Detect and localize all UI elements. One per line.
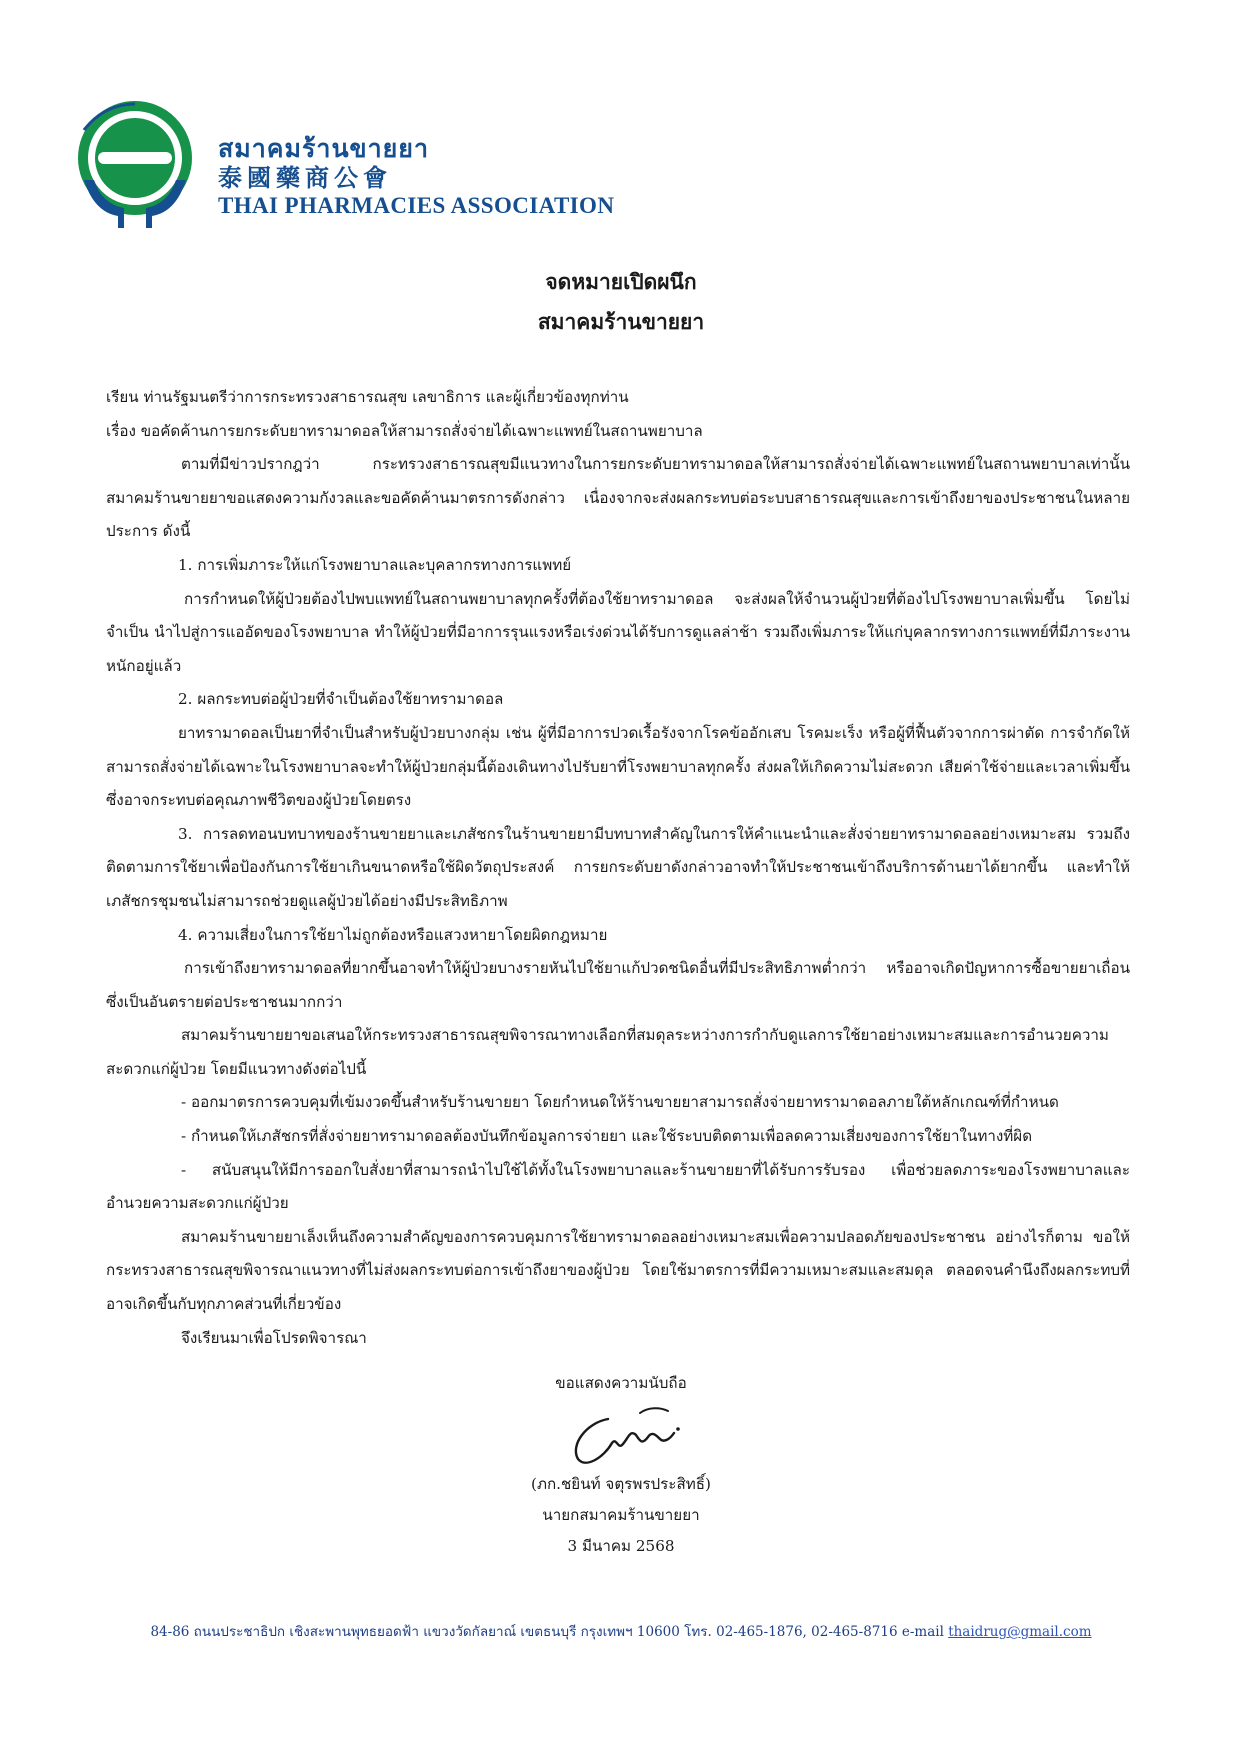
letterhead <box>74 100 714 230</box>
point-4-heading: 4. ความเสี่ยงในการใช้ยาไม่ถูกต้องหรือแสวงหายาโดยผิดกฎหมาย <box>178 925 608 944</box>
point-1-text: การกำหนดให้ผู้ป่วยต้องไปพบแพทย์ในสถานพยาบาลทุกครั้งที่ต้องใช้ยาทรามาดอล จะส่งผลให้จำนวนผู้ป่วยที่ต้องไปโรงพยาบาลเพิ่มขึ้น โดยไม่จำเป็น นำไปสู่การแออัดของโรงพยาบาล ทำให้ผู้ป่วยที่มีอาการรุนแรงหรือเร่งด่วนได้รับการดูแลล่าช้า รวมถึงเพิ่มภาระให้แก่บุคลากรทางการแพทย์ที่มีภาระงานหนักอยู่แล้ว <box>106 589 1130 675</box>
point-4-text: การเข้าถึงยาทรามาดอลที่ยากขึ้นอาจทำให้ผู้ป่วยบางรายหันไปใช้ยาแก้ปวดชนิดอื่นที่มีประสิทธิภาพต่ำกว่า หรืออาจเกิดปัญหาการซื้อขายยาเถื่อน ซึ่งเป็นอันตรายต่อประชาชนมากกว่า <box>106 959 1130 1011</box>
proposal-item: - ออกมาตรการควบคุมที่เข้มงวดขึ้นสำหรับร้านขายยา โดยกำหนดให้ร้านขายยาสามารถสั่งจ่ายยาทรามาดอลภายใต้หลักเกณฑ์ที่กำหนด <box>181 1093 1059 1112</box>
letter-title: จดหมายเปิดผนึก <box>545 270 697 294</box>
footer-email-link[interactable]: thaidrug@gmail.com <box>948 1624 1092 1640</box>
letter-date: 3 มีนาคม 2568 <box>567 1537 675 1555</box>
proposal-item: - สนับสนุนให้มีการออกใบสั่งยาที่สามารถนำไปใช้ได้ทั้งในโรงพยาบาลและร้านขายยาที่ได้รับการรับรอง เพื่อช่วยลดภาระของโรงพยาบาลและอำนวยความสะดวกแก่ผู้ป่วย <box>106 1160 1130 1213</box>
org-name-english: THAI PHARMACIES ASSOCIATION <box>218 193 615 218</box>
letter-subtitle: สมาคมร้านขายยา <box>537 310 705 334</box>
footer <box>0 1620 1242 1642</box>
org-name-thai: สมาคมร้านขายยา <box>218 134 429 163</box>
conclusion-paragraph: สมาคมร้านขายยาเล็งเห็นถึงความสำคัญของการควบคุมการใช้ยาทรามาดอลอย่างเหมาะสมเพื่อความปลอดภัยของประชาชน อย่างไรก็ตาม ขอให้กระทรวงสาธารณสุขพิจารณาแนวทางที่ไม่ส่งผลกระทบต่อการเข้าถึงยาของผู้ป่วย โดยใช้มาตรการที่มีความเหมาะสมและสมดุล ตลอดจนคำนึงถึงผลกระทบที่อาจเกิดขึ้นกับทุกภาคส่วนที่เกี่ยวข้อง <box>106 1227 1130 1314</box>
handwritten-signature-icon <box>556 1399 686 1469</box>
letter-titles <box>0 262 1242 342</box>
subject: เรื่อง ขอคัดค้านการยกระดับยาทรามาดอลให้สามารถสั่งจ่ายได้เฉพาะแพทย์ในสถานพยาบาล <box>106 421 703 440</box>
association-logo-icon <box>74 100 196 230</box>
point-1-heading: 1. การเพิ่มภาระให้แก่โรงพยาบาลและบุคลากรทางการแพทย์ <box>178 555 572 574</box>
point-2-text: ยาทรามาดอลเป็นยาที่จำเป็นสำหรับผู้ป่วยบางกลุ่ม เช่น ผู้ที่มีอาการปวดเรื้อรังจากโรคข้ออักเสบ โรคมะเร็ง หรือผู้ที่ฟื้นตัวจากการผ่าตัด การจำกัดให้สามารถสั่งจ่ายได้เฉพาะในโรงพยาบาลจะทำให้ผู้ป่วยกลุ่มนี้ต้องเดินทางไปรับยาที่โรงพยาบาลทุกครั้ง ส่งผลให้เกิดความไม่สะดวก เสียค่าใช้จ่ายและเวลาเพิ่มขึ้น ซึ่งอาจกระทบต่อคุณภาพชีวิตของผู้ป่วยโดยตรง <box>106 723 1130 810</box>
signer-name: (ภก.ชยินท์ จตุรพรประสิทธิ์) <box>531 1475 711 1493</box>
closing-request: จึงเรียนมาเพื่อโปรดพิจารณา <box>181 1328 367 1347</box>
organization-names <box>218 134 614 220</box>
org-name-chinese: 泰國藥商公會 <box>218 164 392 192</box>
proposal-item: - กำหนดให้เภสัชกรที่สั่งจ่ายยาทรามาดอลต้องบันทึกข้อมูลการจ่ายยา และใช้ระบบติดตามเพื่อลดความเสี่ยงของการใช้ยาในทางที่ผิด <box>181 1127 1033 1146</box>
signature-block <box>0 1368 1242 1562</box>
intro-paragraph: ตามที่มีข่าวปรากฎว่า กระทรวงสาธารณสุขมีแนวทางในการยกระดับยาทรามาดอลให้สามารถสั่งจ่ายได้เฉพาะแพทย์ในสถานพยาบาลเท่านั้น สมาคมร้านขายยาขอแสดงความกังวลและขอคัดค้านมาตรการดังกล่าว เนื่องจากจะส่งผลกระทบต่อระบบสาธารณสุขและการเข้าถึงยาของประชาชนในหลายประการ ดังนี้ <box>106 455 1130 541</box>
footer-address: 84-86 ถนนประชาธิปก เชิงสะพานพุทธยอดฟ้า แขวงวัดกัลยาณ์ เขตธนบุรี กรุงเทพฯ 10600 โทร. 02-465-1876, 02-465-8716 e-mail <box>150 1624 944 1640</box>
point-3-heading: 3. การลดทอนบทบาทของร้านขายยาและเภสัชกรในร้านขายยามีบทบาทสำคัญในการให้คำแนะนำและสั่งจ่ายยาทรามาดอลอย่างเหมาะสม รวมถึงติดตามการใช้ยาเพื่อป้องกันการใช้ยาเกินขนาดหรือใช้ผิดวัตถุประสงค์ การยกระดับยาดังกล่าวอาจทำให้ประชาชนเข้าถึงบริการด้านยาได้ยากขึ้น และทำให้เภสัชกรชุมชนไม่สามารถช่วยดูแลผู้ป่วยได้อย่างมีประสิทธิภาพ <box>106 824 1130 910</box>
point-2-heading: 2. ผลกระทบต่อผู้ป่วยที่จำเป็นต้องใช้ยาทรามาดอล <box>178 690 504 709</box>
proposal-intro: สมาคมร้านขายยาขอเสนอให้กระทรวงสาธารณสุขพิจารณาทางเลือกที่สมดุลระหว่างการกำกับดูแลการใช้ยาอย่างเหมาะสมและการอำนวยความสะดวกแก่ผู้ป่วย โดยมีแนวทางดังต่อไปนี้ <box>106 1026 1109 1078</box>
letter-body <box>106 381 1130 1355</box>
signer-title: นายกสมาคมร้านขายยา <box>542 1506 700 1524</box>
salutation: เรียน ท่านรัฐมนตรีว่าการกระทรวงสาธารณสุข เลขาธิการ และผู้เกี่ยวข้องทุกท่าน <box>106 388 629 406</box>
sign-off: ขอแสดงความนับถือ <box>555 1374 687 1392</box>
